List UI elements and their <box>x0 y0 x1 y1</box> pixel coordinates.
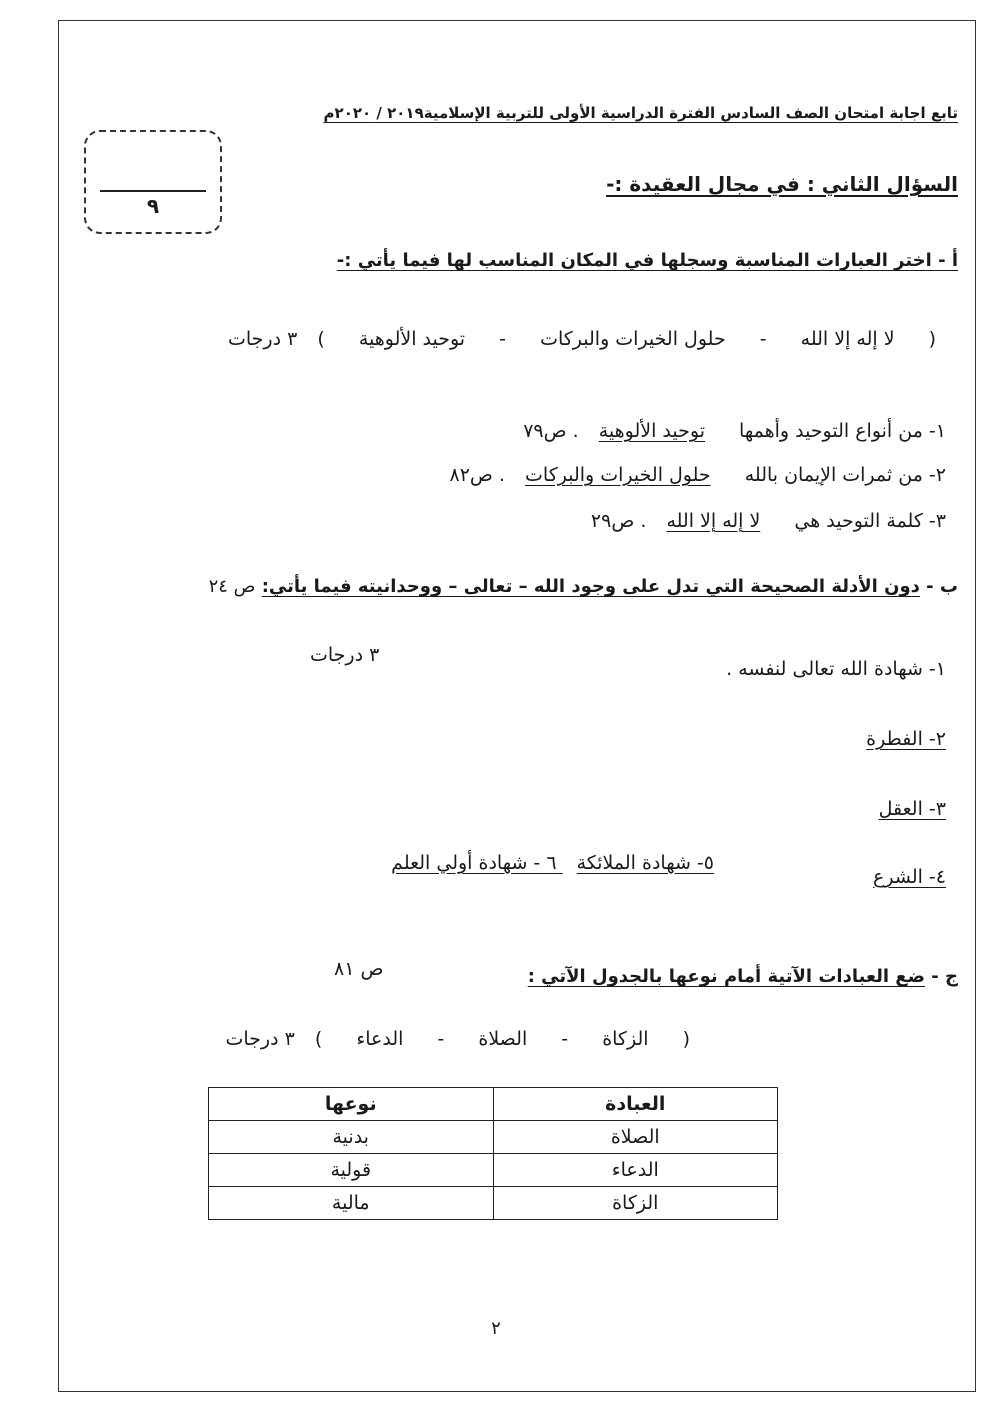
grade-box <box>84 130 222 234</box>
list-item-text: ٦ - شهادة أولي العلم <box>391 852 557 874</box>
option-separator: - <box>561 1028 569 1050</box>
section-a-options <box>228 328 936 350</box>
list-item <box>591 510 946 532</box>
option-item: حلول الخيرات والبركات <box>540 328 726 350</box>
option-item: الدعاء <box>356 1028 404 1050</box>
list-item <box>391 852 714 874</box>
list-item: ٣- العقل <box>878 798 946 820</box>
table-header-row <box>209 1088 778 1121</box>
options-close-paren: ) <box>314 1028 323 1050</box>
item-page-ref: . ص٢٩ <box>590 510 647 532</box>
grade-divider <box>100 190 206 192</box>
section-c-text: ضع العبادات الآتية أمام نوعها بالجدول الآتي : <box>527 966 925 987</box>
marks-label: ٣ درجات <box>310 644 380 666</box>
table-cell: بدنية <box>209 1121 494 1154</box>
section-c-options <box>225 1028 690 1050</box>
option-item: توحيد الألوهية <box>358 328 466 350</box>
item-answer: لا إله إلا الله <box>666 510 761 532</box>
grade-score: ٩ <box>146 194 160 218</box>
table-cell: الدعاء <box>493 1154 778 1187</box>
list-item: ٢- الفطرة <box>866 728 946 750</box>
item-answer: حلول الخيرات والبركات <box>525 464 711 486</box>
list-item <box>873 866 946 888</box>
page-number: ٢ <box>491 1318 501 1339</box>
section-b-instruction <box>209 576 958 597</box>
option-separator: - <box>437 1028 445 1050</box>
options-close-paren: ) <box>317 328 325 350</box>
question-title: السؤال الثاني : في مجال العقيدة :- <box>606 172 958 196</box>
exam-header: تابع اجابة امتحان الصف السادس الفترة الدراسية الأولى للتربية الإسلامية٢٠١٩ / ٢٠٢٠م <box>323 104 958 122</box>
list-item-text: ٥- شهادة الملائكة <box>576 852 714 874</box>
list-item <box>450 464 947 486</box>
item-prompt: ١- من أنواع التوحيد وأهمها <box>739 420 946 442</box>
worship-types-table <box>208 1087 778 1220</box>
section-c-page-ref: ص ٨١ <box>334 958 384 980</box>
table-row <box>209 1187 778 1220</box>
list-item: ١- شهادة الله تعالى لنفسه . <box>726 658 946 680</box>
table-cell: الزكاة <box>493 1187 778 1220</box>
table-header-worship: العبادة <box>493 1088 778 1121</box>
option-separator: - <box>499 328 507 350</box>
list-item <box>523 420 946 442</box>
section-a-instruction: أ - اختر العبارات المناسبة وسجلها في المكان المناسب لها فيما يأتي :- <box>336 250 958 271</box>
option-item: لا إله إلا الله <box>800 328 895 350</box>
option-item: الزكاة <box>602 1028 649 1050</box>
table-cell: مالية <box>209 1187 494 1220</box>
item-page-ref: . ص٨٢ <box>449 464 505 486</box>
marks-label: ٣ درجات <box>228 328 298 350</box>
options-open-paren: ( <box>682 1028 690 1050</box>
section-b-text: دون الأدلة الصحيحة التي تدل على وجود الله – تعالى – ووحدانيته فيما يأتي: <box>261 576 920 597</box>
table-header-type: نوعها <box>209 1088 494 1121</box>
section-c-instruction <box>528 966 958 987</box>
table-row <box>209 1154 778 1187</box>
option-item: الصلاة <box>478 1028 528 1050</box>
item-prompt: ٣- كلمة التوحيد هي <box>794 510 946 532</box>
marks-label: ٣ درجات <box>225 1028 295 1050</box>
option-separator: - <box>759 328 767 350</box>
table-row <box>209 1121 778 1154</box>
section-b-label: ب - <box>926 576 958 597</box>
section-c-label: ج - <box>931 966 958 987</box>
table-cell: الصلاة <box>493 1121 778 1154</box>
item-page-ref: . ص٧٩ <box>523 420 579 442</box>
options-open-paren: ( <box>928 328 936 350</box>
section-b-page-ref: ص ٢٤ <box>208 576 256 597</box>
table-cell: قولية <box>209 1154 494 1187</box>
list-item-text: ٤- الشرع <box>873 866 946 888</box>
item-answer: توحيد الألوهية <box>598 420 705 442</box>
item-prompt: ٢- من ثمرات الإيمان بالله <box>744 464 946 486</box>
